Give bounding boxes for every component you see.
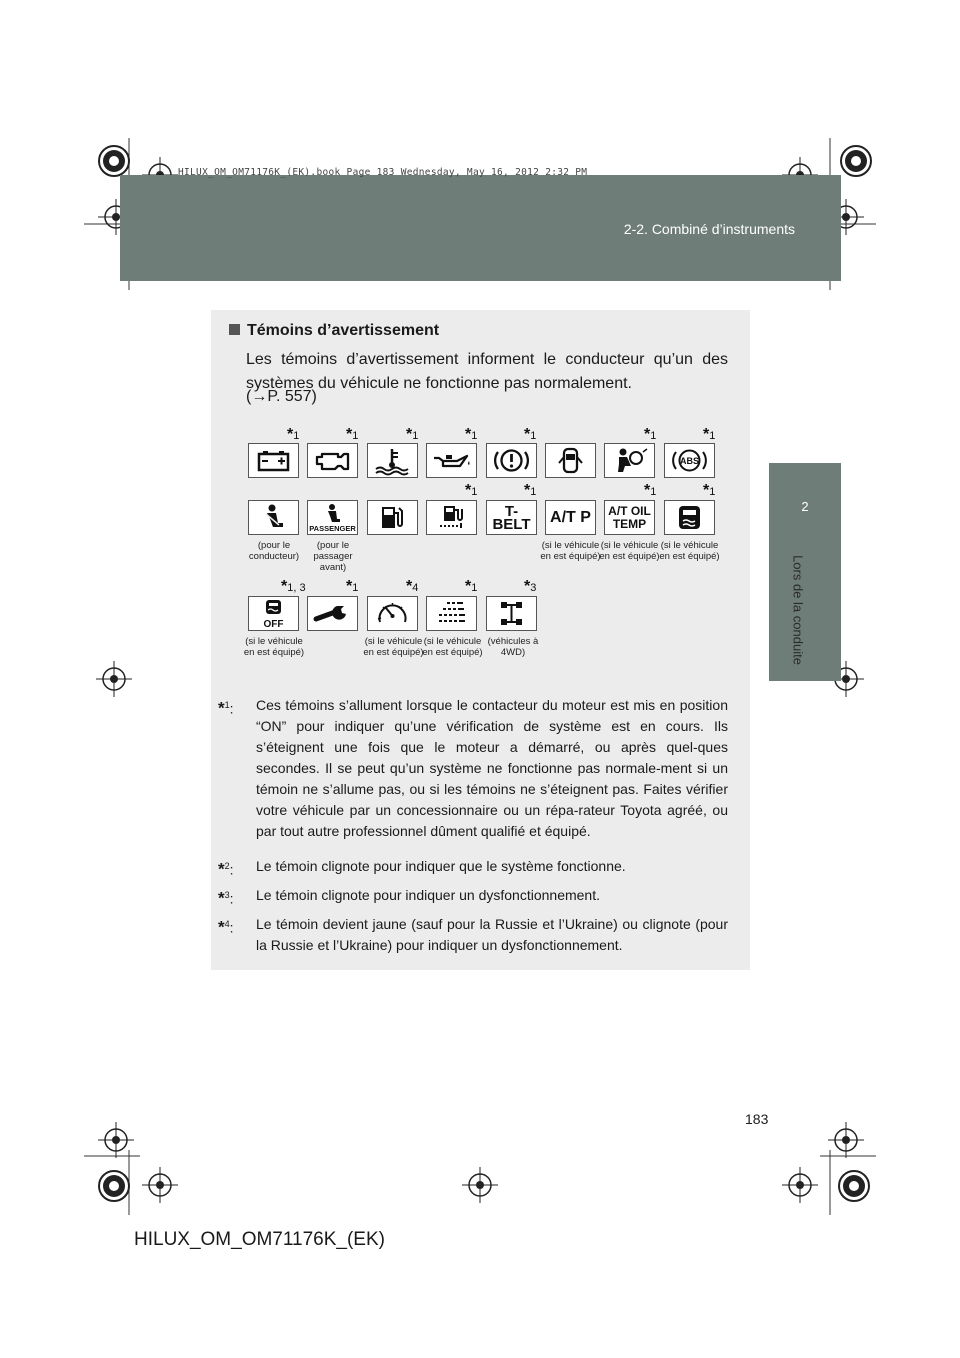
star-note: *1 [465,482,478,499]
vsc-off-icon [248,596,299,631]
star-note: *1 [346,426,359,443]
wrench-icon [307,596,358,631]
svg-text:OFF: OFF [263,619,284,630]
footnote: *$^2$: Le témoin clignote pour indiquer que le système fonctionne. [218,858,626,879]
chapter-label: Lors de la conduite [790,555,806,665]
star-note: *1 [287,426,300,443]
content-box [211,310,750,970]
engine-icon [307,443,358,478]
tbelt-icon: T-BELT [486,500,537,535]
registration-mark [140,1165,180,1205]
registration-mark [94,659,134,699]
coolant-icon [367,443,418,478]
star-note: *3 [524,578,537,595]
footnote: *$^4$: Le témoin devient jaune (sauf pour la Russie et l’Ukraine) ou clignote (pour la Russie et l’Ukraine) pour indiquer un dysfonctionnement. [218,916,728,953]
registration-mark [460,1165,500,1205]
dpf-icon [426,596,477,631]
battery-icon [248,443,299,478]
door-open-icon [545,443,596,478]
page-number: 183 [745,1111,769,1127]
airbag-icon [604,443,655,478]
seatbelt-passenger-icon [307,500,358,535]
icon-caption: (si le véhicule en est équipé) [243,636,305,658]
svg-text:ABS: ABS [679,456,700,466]
4wd-icon [486,596,537,631]
star-note: *1 [406,426,419,443]
bullet-square-icon [229,324,240,335]
oil-icon [426,443,477,478]
at-oil-temp-icon: A/T OIL TEMP [604,500,655,535]
star-note: *1, 3 [281,578,306,595]
registration-mark [826,1120,866,1160]
star-note: *1 [465,426,478,443]
star-note: *1 [524,482,537,499]
icon-caption: (si le véhicule en est équipé) [422,636,483,658]
star-note: *1 [644,426,657,443]
icon-caption: (pour le conducteur) [248,540,300,562]
star-note: *1 [703,426,716,443]
book-info: HILUX_OM_OM71176K_(EK).book Page 183 Wednesday, May 16, 2012 2:32 PM [178,167,588,178]
registration-mark [838,143,874,179]
icon-caption: (pour le passager avant) [313,540,353,573]
registration-mark [836,1168,872,1204]
icon-caption: (véhicules à 4WD) [487,636,539,658]
fuel-filter-icon [426,500,477,535]
star-note: *1 [644,482,657,499]
icon-caption: (si le véhicule en est équipé) [363,636,424,658]
footnote: *$^3$: Le témoin clignote pour indiquer un dysfonctionnement. [218,887,600,908]
icon-caption: (si le véhicule en est équipé) [599,540,660,562]
star-note: *1 [465,578,478,595]
brake-icon [486,443,537,478]
section-title: Témoins d’avertissement [229,322,439,340]
document-code: HILUX_OM_OM71176K_(EK) [134,1229,385,1250]
star-note: *4 [406,578,419,595]
at-p-icon: A/T P [545,500,596,535]
registration-mark [96,143,132,179]
svg-text:PASSENGER: PASSENGER [309,524,356,533]
star-note: *1 [703,482,716,499]
section-header: 2-2. Combiné d’instruments [623,221,795,237]
page-reference[interactable]: (→P. 557) [246,388,317,405]
slip-indicator-icon [664,500,715,535]
star-note: *1 [524,426,537,443]
star-note: *1 [346,578,359,595]
registration-mark [96,1120,136,1160]
icon-caption: (si le véhicule en est équipé) [659,540,720,562]
registration-mark [780,1165,820,1205]
icon-caption: (si le véhicule en est équipé) [540,540,601,562]
seatbelt-driver-icon [248,500,299,535]
abs-icon [664,443,715,478]
chapter-number: 2 [801,499,809,514]
registration-mark [96,1168,132,1204]
fuel-icon [367,500,418,535]
speedometer-icon [367,596,418,631]
footnote: *$^1$: Ces témoins s’allument lorsque le contacteur du moteur est mis en position “ON” pour indiquer qu’une vérification de système est en cours. Ils s’éteignent une fois que le moteur a démarré, ou après quel-ques secondes. Il se peut qu’un système ne fonctionne pas normale-ment si un témoin ne s’allume pas, ou si les témoins ne s’éteignent pas. Faites vérifier votre véhicule par un concessionnaire ou un répa-rateur Toyota agréé, ou par tout autre professionnel dûment qualifié et équipé. [218,697,728,839]
section-intro: Les témoins d’avertissement informent le conducteur qu’un des systèmes du véhicule ne fonctionne pas normalement. [246,351,728,392]
